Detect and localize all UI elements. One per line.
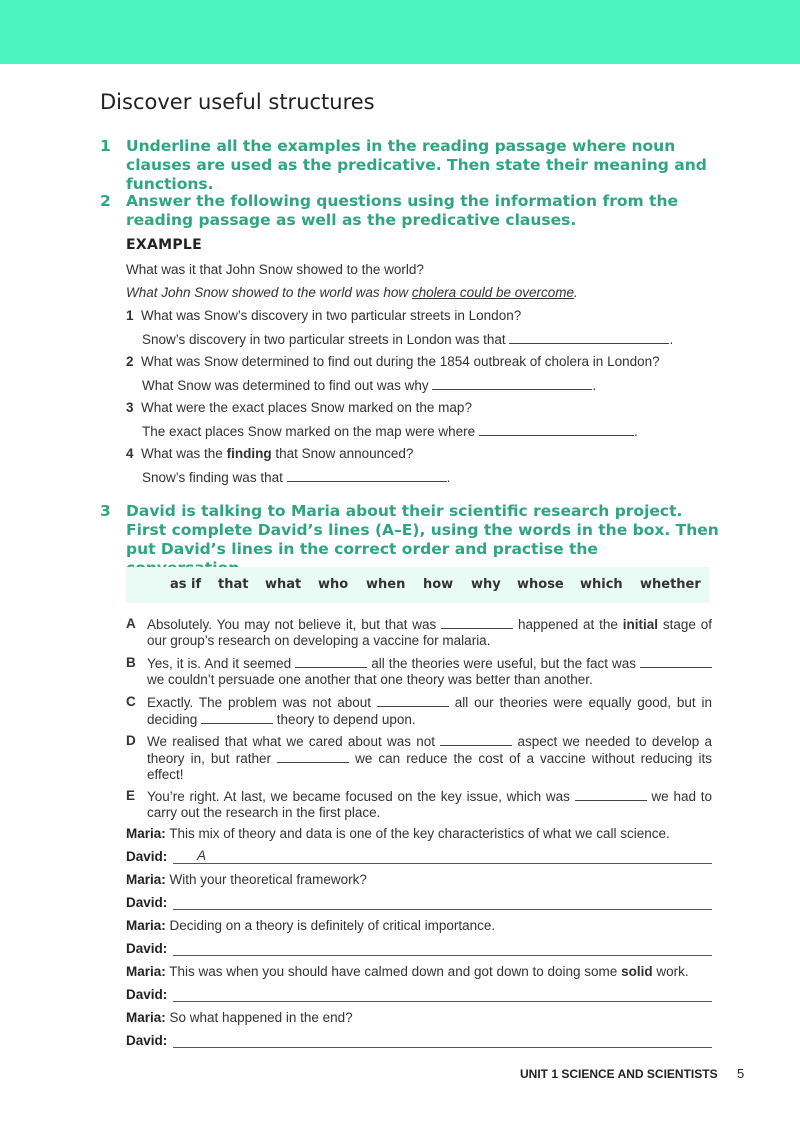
option-a — [126, 616, 712, 648]
option-text — [147, 655, 712, 688]
speaker-david: David: — [126, 1033, 168, 1048]
speaker-david: David: — [126, 849, 168, 864]
example-label: EXAMPLE — [126, 237, 202, 253]
option-text — [147, 788, 712, 821]
exercise-text: David is talking to Maria about their scientific research project. First complete David’s lines (A–E), using the words in the box. Then put David’s lines in the correct order and practise the — [126, 502, 719, 558]
answer-blank[interactable] — [509, 331, 669, 344]
david-answer-line[interactable] — [173, 908, 712, 910]
option-text-part: aspect we needed to develop a theory in, but rather — [147, 734, 712, 766]
maria-line-2 — [126, 872, 712, 888]
option-text-part: we had to carry out the research in the first place. — [147, 789, 712, 820]
filled-answer: A — [197, 848, 207, 863]
option-text-part: all the theories were useful, but the fact was — [367, 656, 640, 671]
page-number: 5 — [737, 1066, 745, 1081]
word-box — [126, 567, 710, 603]
example-question: What was it that John Snow showed to the world? — [126, 262, 424, 277]
david-answer-line[interactable] — [173, 862, 712, 864]
word-box-item: who — [318, 577, 349, 592]
question-text-end: that Snow announced? — [271, 446, 414, 461]
option-text-part: theory to depend upon. — [273, 712, 416, 727]
option-text-part: all our theories were equally good, but in deciding — [147, 695, 712, 727]
option-letter: D — [126, 733, 136, 748]
exercise-3-instruction — [100, 502, 720, 560]
question-2 — [126, 354, 660, 370]
option-e — [126, 788, 712, 820]
option-letter: C — [126, 694, 136, 709]
answer-stem: Snow’s finding was that — [142, 470, 283, 485]
option-blank[interactable] — [440, 733, 512, 746]
speaker-david: David: — [126, 895, 168, 910]
exercise-1-instruction — [100, 137, 720, 193]
word-box-item: what — [265, 577, 302, 592]
question-number: 4 — [126, 446, 134, 461]
header-band — [0, 0, 800, 64]
exercise-number: 3 — [100, 502, 111, 520]
page-title: Discover useful structures — [100, 90, 375, 114]
exercise-text: Answer the following questions using the information from the reading passage as well as the predicative clauses. — [126, 192, 678, 229]
speaker-maria: Maria: — [126, 918, 166, 933]
exercise-text: Underline all the examples in the reading passage where noun clauses are used as the predicative. Then state their meaning and functions. — [126, 137, 707, 193]
option-text — [147, 616, 712, 649]
option-blank[interactable] — [201, 711, 273, 724]
speaker-david: David: — [126, 941, 168, 956]
answer-blank[interactable] — [287, 469, 447, 482]
speaker-maria: Maria: — [126, 872, 166, 887]
option-bold-word: initial — [622, 617, 658, 632]
option-blank[interactable] — [575, 788, 647, 801]
question-4 — [126, 446, 413, 462]
answer-blank[interactable] — [432, 377, 592, 390]
word-box-item: when — [366, 577, 406, 592]
option-c — [126, 694, 712, 726]
word-box-item: whose — [517, 577, 564, 592]
word-box-item: how — [423, 577, 454, 592]
option-text-part: we couldn’t persuade one another that one theory was better than another. — [147, 672, 593, 687]
maria-line-5 — [126, 1010, 712, 1026]
option-text-part: You’re right. At last, we became focused on the key issue, which was — [147, 789, 575, 804]
option-d — [126, 733, 712, 781]
speaker-maria: Maria: — [126, 826, 166, 841]
answer-3: The exact places Snow marked on the map were where . — [142, 424, 638, 439]
answer-2: What Snow was determined to find out was why . — [142, 378, 597, 393]
maria-line-3 — [126, 918, 712, 934]
example-answer-underlined: cholera could be overcome — [411, 285, 574, 300]
option-letter: E — [126, 788, 136, 803]
maria-text: So what happened in the end? — [169, 1010, 353, 1025]
david-answer-line[interactable] — [173, 1000, 712, 1002]
word-box-item: as if — [170, 577, 202, 592]
question-number: 3 — [126, 400, 134, 415]
david-answer-line[interactable] — [173, 1046, 712, 1048]
maria-text-end: work. — [652, 964, 689, 979]
david-answer-line[interactable] — [173, 954, 712, 956]
answer-stem: Snow’s discovery in two particular streets in London was that — [142, 332, 506, 347]
question-text: What was Snow’s discovery in two particular streets in London? — [141, 308, 522, 323]
option-text-part: Exactly. The problem was not about — [147, 695, 377, 710]
option-text-part: we can reduce the cost of a vaccine without reducing its effect! — [147, 751, 712, 782]
maria-text: With your theoretical framework? — [169, 872, 367, 887]
option-text — [147, 694, 712, 728]
answer-4: Snow’s finding was that . — [142, 470, 451, 485]
option-blank[interactable] — [377, 694, 449, 707]
word-box-item: whether — [640, 577, 701, 592]
example-answer-start: What John Snow showed to the world was how — [126, 285, 412, 300]
example-answer-end: . — [574, 285, 578, 300]
option-letter: B — [126, 655, 136, 670]
option-text-part: stage of our group’s research on developing a vaccine for malaria. — [147, 617, 712, 648]
answer-stem: The exact places Snow marked on the map were where — [142, 424, 476, 439]
unit-label: UNIT 1 SCIENCE AND SCIENTISTS — [520, 1067, 718, 1081]
example-answer — [126, 285, 578, 301]
maria-text: This was when you should have calmed down and got down to doing some — [169, 964, 622, 979]
exercise-number: 2 — [100, 192, 111, 210]
maria-line-4 — [126, 964, 712, 980]
question-text: What was the — [141, 446, 227, 461]
maria-text: Deciding on a theory is definitely of critical importance. — [169, 918, 496, 933]
answer-blank[interactable] — [479, 423, 634, 436]
maria-text: This mix of theory and data is one of the key characteristics of what we call science. — [169, 826, 670, 841]
option-text-part: happened at the — [513, 617, 623, 632]
maria-bold-word: solid — [621, 964, 653, 979]
answer-stem: What Snow was determined to find out was why — [142, 378, 429, 393]
option-blank[interactable] — [640, 655, 712, 668]
question-3 — [126, 400, 472, 416]
speaker-david: David: — [126, 987, 168, 1002]
word-box-item: which — [580, 577, 623, 592]
exercise-number: 1 — [100, 137, 111, 155]
option-b — [126, 655, 712, 687]
word-box-item: why — [471, 577, 501, 592]
option-blank[interactable] — [441, 616, 513, 629]
option-text — [147, 733, 712, 783]
maria-line-1 — [126, 826, 712, 842]
question-1 — [126, 308, 521, 324]
speaker-maria: Maria: — [126, 1010, 166, 1025]
answer-1: Snow’s discovery in two particular streets in London was that . — [142, 332, 674, 347]
question-number: 2 — [126, 354, 134, 369]
option-letter: A — [126, 616, 136, 631]
word-box-item: that — [218, 577, 249, 592]
question-text: What was Snow determined to find out during the 1854 outbreak of cholera in London? — [141, 354, 660, 369]
question-text: What were the exact places Snow marked on the map? — [141, 400, 472, 415]
option-text-part: We realised that what we cared about was not — [147, 734, 441, 749]
option-text-part: Absolutely. You may not believe it, but that was — [147, 617, 442, 632]
option-blank[interactable] — [277, 750, 349, 763]
question-bold-word: finding — [226, 446, 272, 461]
speaker-maria: Maria: — [126, 964, 166, 979]
option-text-part: Yes, it is. And it seemed — [147, 656, 296, 671]
option-blank[interactable] — [295, 655, 367, 668]
question-number: 1 — [126, 308, 134, 323]
exercise-2-instruction — [100, 192, 720, 232]
